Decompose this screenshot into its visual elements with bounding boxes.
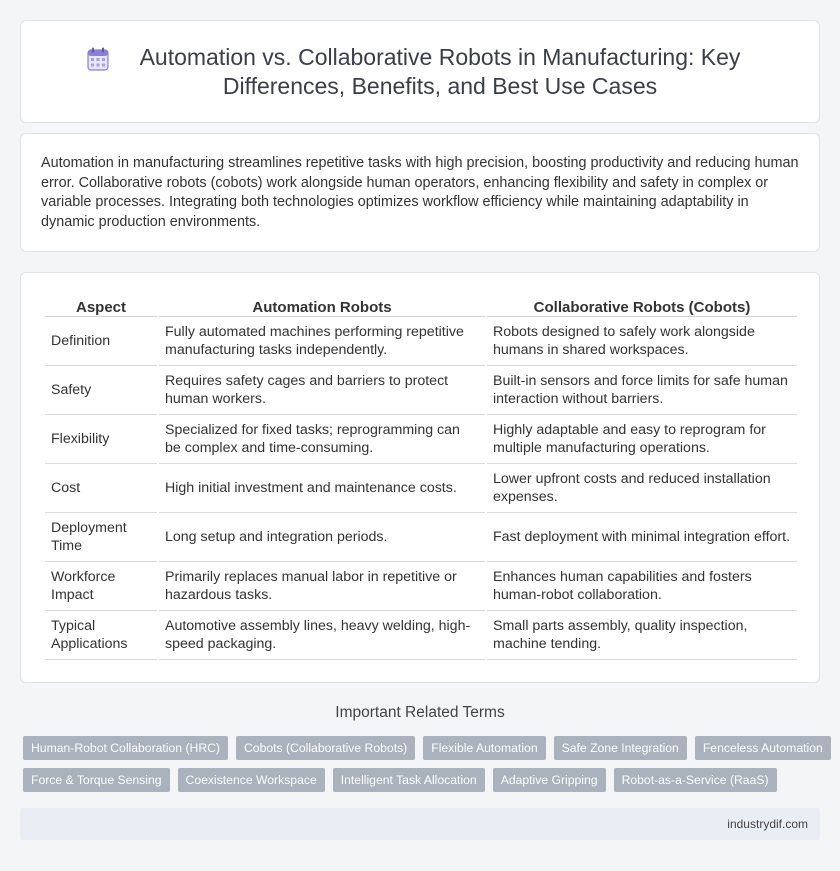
tag-safe-zone-integration[interactable]: Safe Zone Integration (554, 736, 687, 760)
cell-automation: Long setup and integration periods. (159, 513, 485, 562)
table-row (45, 562, 797, 611)
tag-force-torque-sensing[interactable]: Force & Torque Sensing (23, 768, 170, 792)
cell-aspect: Definition (45, 317, 157, 366)
cell-cobots: Small parts assembly, quality inspection, machine tending. (487, 611, 797, 660)
tag-hrc[interactable]: Human-Robot Collaboration (HRC) (23, 736, 228, 760)
page-title-line-2: Differences, Benefits, and Best Use Cases (222, 73, 658, 99)
tag-row (23, 736, 823, 760)
comparison-table (43, 295, 799, 660)
cell-cobots: Lower upfront costs and reduced installation expenses. (487, 464, 797, 513)
cell-aspect: Workforce Impact (45, 562, 157, 611)
footer-site-link[interactable]: industrydif.com (727, 817, 808, 831)
cell-automation: Automotive assembly lines, heavy welding, high-speed packaging. (159, 611, 485, 660)
page-title-line-1: Automation vs. Collaborative Robots in Manufacturing: Key (139, 44, 741, 70)
footer (20, 808, 820, 840)
table-header-row (45, 295, 797, 317)
header-automation: Automation Robots (159, 295, 485, 317)
cell-cobots: Built-in sensors and force limits for safe human interaction without barriers. (487, 366, 797, 415)
tag-raas[interactable]: Robot-as-a-Service (RaaS) (614, 768, 777, 792)
cell-automation: Specialized for fixed tasks; reprogramming can be complex and time-consuming. (159, 415, 485, 464)
related-terms-tags (23, 736, 823, 800)
tag-adaptive-gripping[interactable]: Adaptive Gripping (493, 768, 606, 792)
cell-aspect: Flexibility (45, 415, 157, 464)
tag-cobots[interactable]: Cobots (Collaborative Robots) (236, 736, 415, 760)
cell-cobots: Enhances human capabilities and fosters human-robot collaboration. (487, 562, 797, 611)
cell-automation: Primarily replaces manual labor in repetitive or hazardous tasks. (159, 562, 485, 611)
title-card (20, 20, 820, 123)
cell-automation: Requires safety cages and barriers to protect human workers. (159, 366, 485, 415)
intro-paragraph: Automation in manufacturing streamlines repetitive tasks with high precision, boosting productivity and reducing human error. Collaborative robots (cobots) work alongside human operators, enhancing flexibility and safety in complex or variable processes. Integrating both technologies optimizes workflow efficiency while maintaining adaptability in dynamic production environments. (41, 155, 799, 230)
page-title (81, 43, 799, 101)
tag-intelligent-task-allocation[interactable]: Intelligent Task Allocation (333, 768, 485, 792)
table-row (45, 611, 797, 660)
table-row (45, 513, 797, 562)
cell-cobots: Robots designed to safely work alongside humans in shared workspaces. (487, 317, 797, 366)
table-row (45, 317, 797, 366)
cell-cobots: Highly adaptable and easy to reprogram for multiple manufacturing operations. (487, 415, 797, 464)
comparison-card (20, 272, 820, 683)
cell-aspect: Safety (45, 366, 157, 415)
cell-automation: Fully automated machines performing repetitive manufacturing tasks independently. (159, 317, 485, 366)
tag-flexible-automation[interactable]: Flexible Automation (423, 736, 545, 760)
cell-cobots: Fast deployment with minimal integration effort. (487, 513, 797, 562)
related-terms-heading: Important Related Terms (335, 704, 505, 721)
header-aspect: Aspect (45, 295, 157, 317)
cell-aspect: Deployment Time (45, 513, 157, 562)
table-row (45, 415, 797, 464)
cell-aspect: Typical Applications (45, 611, 157, 660)
tag-fenceless-automation[interactable]: Fenceless Automation (695, 736, 831, 760)
table-row (45, 464, 797, 513)
cell-automation: High initial investment and maintenance costs. (159, 464, 485, 513)
tag-coexistence-workspace[interactable]: Coexistence Workspace (178, 768, 325, 792)
header-cobots: Collaborative Robots (Cobots) (487, 295, 797, 317)
tag-row (23, 768, 823, 792)
cell-aspect: Cost (45, 464, 157, 513)
table-row (45, 366, 797, 415)
intro-card (20, 133, 820, 252)
